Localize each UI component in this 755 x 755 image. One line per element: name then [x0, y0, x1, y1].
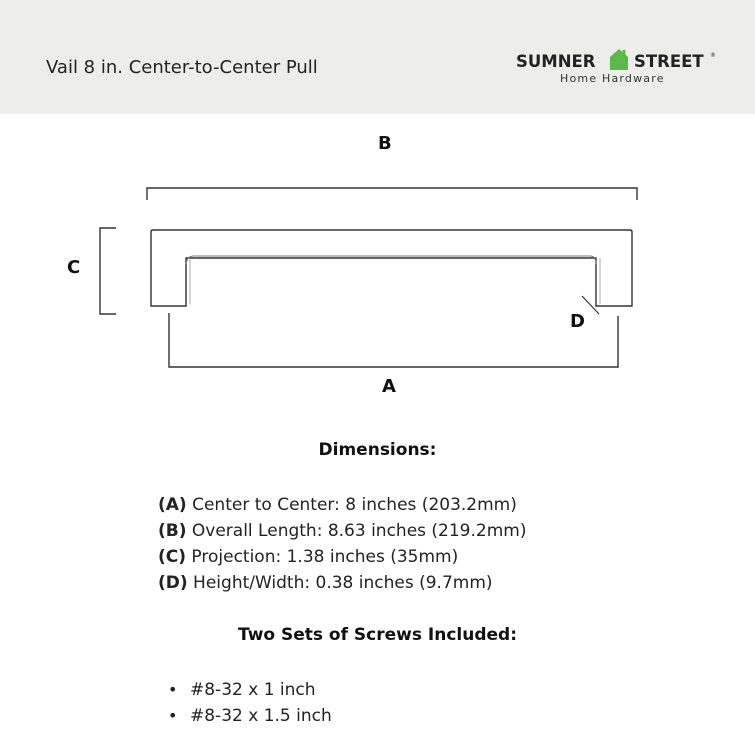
bullet-icon: •: [168, 680, 178, 699]
dimension-text: Projection: 1.38 inches (35mm): [186, 547, 459, 567]
house-icon: [608, 47, 630, 71]
list-item: [168, 677, 332, 703]
pull-drawing: [0, 114, 755, 414]
dimension-a-line: [169, 313, 618, 367]
dimension-code: (D): [158, 573, 188, 593]
bullet-icon: •: [168, 706, 178, 725]
list-item: [158, 570, 526, 596]
list-item: [158, 544, 526, 570]
list-item: [158, 518, 526, 544]
label-b: B: [378, 133, 392, 154]
dimension-code: (B): [158, 521, 187, 541]
screw-text: #8-32 x 1 inch: [190, 680, 316, 700]
dimension-b-line: [147, 188, 637, 200]
list-item: [168, 703, 332, 729]
brand-name-primary: SUMNER: [516, 52, 596, 71]
product-title: Vail 8 in. Center-to-Center Pull: [46, 57, 318, 78]
label-a: A: [382, 376, 396, 397]
dimensions-list: [158, 492, 526, 596]
brand-name-secondary: STREET: [634, 52, 704, 71]
screws-list: [168, 677, 332, 729]
dimension-code: (A): [158, 495, 187, 515]
pull-dimension-diagram: [0, 114, 755, 414]
pull-handle-outline: [151, 230, 632, 306]
screws-heading: Two Sets of Screws Included:: [237, 625, 518, 645]
brand-logo: [516, 46, 716, 90]
label-d: D: [570, 311, 585, 332]
screw-text: #8-32 x 1.5 inch: [190, 706, 332, 726]
label-c: C: [67, 257, 81, 278]
list-item: [158, 492, 526, 518]
dimension-text: Center to Center: 8 inches (203.2mm): [186, 495, 517, 515]
registered-mark-icon: ®: [710, 52, 716, 59]
dimensions-heading: Dimensions:: [318, 440, 437, 460]
dimension-c-line: [100, 228, 116, 314]
dimension-text: Overall Length: 8.63 inches (219.2mm): [186, 521, 527, 541]
dimension-text: Height/Width: 0.38 inches (9.7mm): [187, 573, 493, 593]
brand-tagline: Home Hardware: [560, 72, 665, 85]
dimension-code: (C): [158, 547, 187, 567]
header-banner: [0, 0, 755, 114]
